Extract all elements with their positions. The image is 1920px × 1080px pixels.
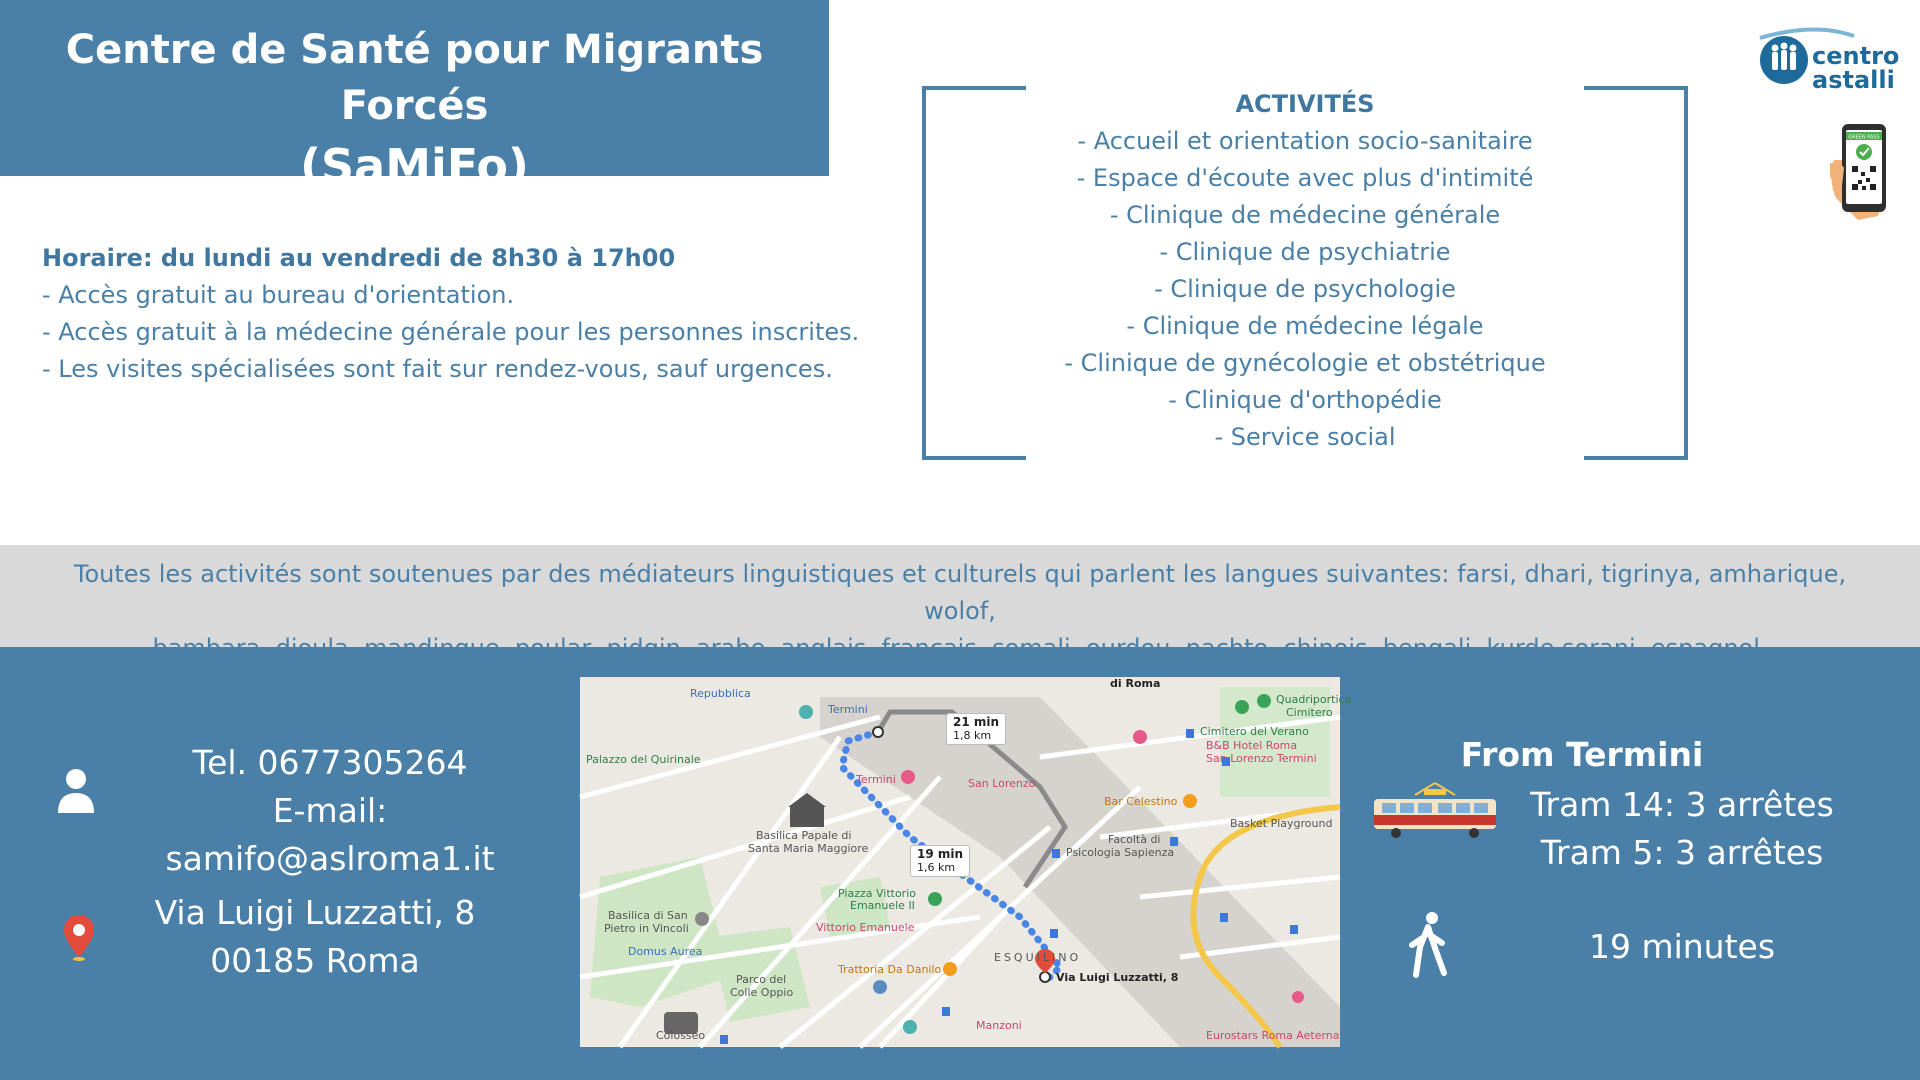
activity-item: - Clinique de médecine générale — [1109, 201, 1501, 229]
map-label: Parco del — [736, 973, 787, 986]
activity-item: - Clinique de psychologie — [1154, 275, 1456, 303]
map-label: Basket Playground — [1230, 817, 1333, 830]
green-pass-phone-icon — [1828, 120, 1898, 226]
map-label: Termini — [828, 703, 868, 716]
contact-block — [110, 739, 550, 883]
email-text: E-mail: samifo@aslroma1.it — [165, 791, 495, 878]
centro-astalli-logo — [1754, 24, 1914, 100]
map-label: Basilica Papale di — [756, 829, 852, 842]
map-label: San Lorenzo Termini — [1206, 752, 1317, 765]
address-block — [110, 889, 520, 985]
tram5-text: Tram 5: 3 arrêtes — [1540, 833, 1824, 872]
title-box — [0, 0, 829, 193]
map-label: Colosseo — [656, 1029, 706, 1042]
hours-item: - Accès gratuit à la médecine générale pour les personnes inscrites. — [42, 318, 860, 346]
transport-title: From Termini — [1460, 735, 1704, 774]
location-pin-icon — [62, 913, 96, 961]
map-label: Vittorio Emanuele — [816, 921, 915, 934]
user-icon — [56, 767, 96, 813]
map-label: ESQUILINO — [994, 951, 1082, 964]
hours-section — [42, 240, 862, 388]
walk-time-text: 19 minutes — [1588, 927, 1776, 966]
map-label: Eurostars Roma Aeterna — [1206, 1029, 1340, 1042]
map-label: Psicologia Sapienza — [1066, 846, 1175, 859]
walk-route-badge — [946, 713, 1006, 745]
map-label: Colle Oppio — [730, 986, 794, 999]
hours-item: - Accès gratuit au bureau d'orientation. — [42, 281, 515, 309]
map-label: Basilica di San — [608, 909, 688, 922]
languages-band — [0, 545, 1920, 647]
map-label: Facoltà di — [1108, 833, 1161, 846]
main-route-badge — [910, 845, 970, 877]
activity-item: - Accueil et orientation socio-sanitaire — [1077, 127, 1533, 155]
activity-item: - Clinique de psychiatrie — [1159, 238, 1451, 266]
svg-text:astalli: astalli — [1812, 66, 1895, 94]
footer — [0, 647, 1920, 1080]
activity-item: - Espace d'écoute avec plus d'intimité — [1076, 164, 1534, 192]
main-route-time: 19 min — [917, 847, 964, 861]
main-route-distance: 1,6 km — [917, 861, 956, 874]
map-label: Quadriportico — [1276, 693, 1352, 706]
walk-route-time: 21 min — [953, 715, 1000, 729]
map-label: Repubblica — [690, 687, 751, 700]
tram14-text: Tram 14: 3 arrêtes — [1530, 785, 1834, 824]
route-map[interactable] — [580, 677, 1352, 1047]
activity-item: - Clinique de gynécologie et obstétrique — [1064, 349, 1546, 377]
map-label: Cimitero — [1286, 706, 1333, 719]
tram-icon — [1370, 781, 1500, 841]
page-title: Centre de Santé pour Migrants Forcés — [65, 27, 764, 129]
map-label: Santa Maria Maggiore — [748, 842, 869, 855]
activity-item: - Clinique d'orthopédie — [1168, 386, 1442, 414]
map-label: Palazzo del Quirinale — [586, 753, 701, 766]
activities-title: ACTIVITÉS — [1235, 90, 1375, 118]
map-label: San Lorenzo — [968, 777, 1036, 790]
map-label: Termini — [856, 773, 896, 786]
walk-route-distance: 1,8 km — [953, 729, 992, 742]
svg-text:GREEN PASS: GREEN PASS — [1848, 134, 1880, 141]
address-line: Via Luigi Luzzatti, 8 — [154, 893, 476, 932]
phone-text: Tel. 0677305264 — [192, 743, 468, 782]
hours-title: Horaire: du lundi au vendredi de 8h30 à 17h00 — [42, 244, 676, 272]
map-label: Piazza Vittorio — [838, 887, 916, 900]
activity-item: - Service social — [1214, 423, 1396, 451]
page-subtitle: (SaMiFo) — [300, 139, 529, 193]
svg-text:centro: centro — [1812, 42, 1900, 70]
hours-item: - Les visites spécialisées sont fait sur rendez-vous, sauf urgences. — [42, 355, 833, 383]
map-label: Manzoni — [976, 1019, 1022, 1032]
languages-line: Toutes les activités sont soutenues par des médiateurs linguistiques et culturels qui parlent les langues suivantes: farsi, dhari, tigrinya, amharique, wolof, — [73, 560, 1847, 625]
map-label: B&B Hotel Roma — [1206, 739, 1298, 752]
map-destination-label: Via Luigi Luzzatti, 8 — [1056, 971, 1179, 984]
map-label: Emanuele II — [850, 899, 915, 912]
activity-item: - Clinique de médecine légale — [1126, 312, 1484, 340]
map-label: Pietro in Vincoli — [604, 922, 689, 935]
address-line: 00185 Roma — [210, 941, 420, 980]
map-label: di Roma — [1110, 677, 1161, 690]
map-label: Domus Aurea — [628, 945, 703, 958]
activities-section — [922, 86, 1688, 460]
walking-icon — [1406, 911, 1450, 977]
map-label: Trattoria Da Danilo — [838, 963, 942, 976]
map-label: Bar Celestino — [1104, 795, 1178, 808]
map-label: Cimitero del Verano — [1200, 725, 1309, 738]
